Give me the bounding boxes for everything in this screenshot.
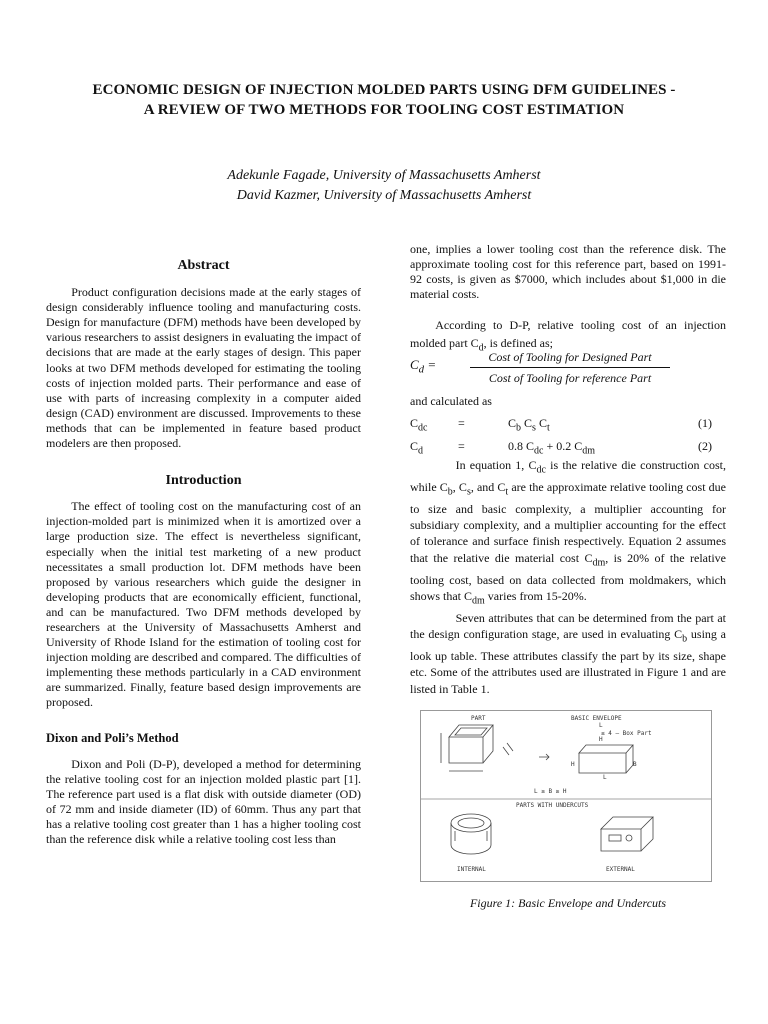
p3-sub-s: s (466, 486, 471, 498)
eq1-ct: C (538, 416, 547, 430)
eq2-c: C (410, 439, 419, 453)
author-list (40, 166, 728, 206)
abstract-heading: Abstract (177, 258, 230, 273)
p3-c: , C (452, 479, 467, 494)
p3-dc: dc (536, 464, 546, 476)
cd-subscript: d (478, 342, 484, 354)
eq2-number: (2) (698, 439, 712, 453)
author-1: Adekunle Fagade, University of Massachusetts Amherst (227, 168, 541, 183)
fig-label-part: PART (471, 715, 486, 722)
fraction-denominator: Cost of Tooling for reference Part (488, 371, 652, 385)
figure-1-caption: Figure 1: Basic Envelope and Undercuts (469, 896, 667, 910)
fraction-numerator: Cost of Tooling for Designed Part (488, 350, 652, 364)
right-column-bottom (410, 457, 726, 697)
introduction-text: The effect of tooling cost on the manufacturing cost of an injection-molded part is minimized when it is amortized over a large production size. The effect is nevertheless significant, especially when the initial test marketing of a new product necessitates a small production lot. DFM methods have been proposed by various researchers which guide the designer in developing products that are economically efficient, functional, and can be manufactured. Two DFM methods developed by researchers at the University of Massachusetts Amherst and University of Rhode Island for the estimation of tooling cost for injection molding are described and compared. The difficulties of implementing these methods particularly in a CAD environment are summarized. Finally, feature based design improvements are proposed. (46, 499, 361, 710)
attributes-paragraph (410, 610, 726, 697)
left-column (46, 258, 361, 847)
eq2-rhs (508, 439, 595, 456)
p3-e: are the approximate relative tooling cost due to size and basic complexity, a multiplier accounting for subsidiary complexity, and a multiplier accounting for the effect of tolerance and surface finish respectively. Equation 2 assumes that the relative die material cost C (410, 479, 726, 565)
p3-sub-b: b (447, 486, 453, 498)
eq1-cb-sub: b (516, 422, 522, 434)
definition-text: According to D-P, relative tooling cost of an injection molded part C (410, 318, 726, 351)
fig-label-h: H (571, 761, 575, 768)
right-column-top (410, 242, 726, 358)
fig-label-order: L ≥ B ≥ H (534, 788, 567, 795)
p3-a: In equation 1, C (455, 458, 537, 472)
title-line-1: ECONOMIC DESIGN OF INJECTION MOLDED PARTS USING DFM GUIDELINES - (92, 82, 676, 98)
calculated-as: and calculated as (410, 394, 492, 408)
eq1-lhs (410, 416, 427, 433)
eq1-c-sub: dc (418, 422, 428, 434)
fig-label-h-top: H (599, 736, 603, 743)
fig-label-external: EXTERNAL (606, 866, 635, 873)
paper-title (40, 80, 728, 120)
p4-b: using a look up table. These attributes classify the part by its size, shape etc. Some of the attributes used are illustrated in Figure 1 and are listed in Table 1. (410, 627, 726, 696)
p3-b: is the relative die construction cost, while C (410, 458, 727, 494)
p3-sub-dm2: dm (472, 595, 485, 607)
cd-lhs: $C_d$ = (410, 357, 437, 376)
dixon-poli-text: Dixon and Poli (D-P), developed a method for determining the relative tooling cost for an injection molded plastic part [1]. The reference part used is a flat disk with outside diameter (OD) of 72 mm and inside diameter (ID) of 60mm. Thus any part that has a relative tooling cost greater than 1 has a higher tooling cost than the reference disk while a relative tooling cost less than (46, 756, 361, 847)
eq2-equals: = (458, 439, 465, 453)
fig-label-ratio: ≤ 4 — Box Part (601, 730, 652, 737)
eq2-c-sub: d (418, 445, 424, 457)
fig-label-b: B (633, 761, 637, 768)
equation-explanation (410, 457, 726, 610)
eq1-ct-sub: t (546, 422, 550, 434)
fig-label-l-top: L (599, 722, 603, 729)
p3-sub-t: t (505, 486, 509, 498)
figure-1-basic-envelope (420, 710, 712, 882)
p4-a: Seven attributes that can be determined from the part at the design configuration stage, are used in evaluating C (410, 610, 726, 642)
reference-cost-paragraph: one, implies a lower tooling cost than the reference disk. The approximate tooling cost for this reference part, based on 1991-92 costs, is given as $7000, which includes about $1,000 in die material costs. (410, 242, 726, 302)
fig-label-internal: INTERNAL (457, 866, 486, 873)
fig-label-envelope: BASIC ENVELOPE (571, 715, 622, 722)
eq1-cs-sub: s (532, 422, 536, 434)
eq1-rhs (508, 416, 550, 433)
fig-label-l: L (603, 774, 607, 781)
cd-symbol: C (410, 357, 419, 372)
eq1-cs: C (524, 416, 533, 430)
author-2: David Kazmer, University of Massachusetts Amherst (236, 188, 532, 203)
eq1-equals: = (458, 416, 465, 430)
eq2-term2: + 0.2 C (546, 439, 583, 453)
p3-sub-dm: dm (592, 557, 606, 569)
eq1-cb: C (508, 416, 517, 430)
eq2-term1-sub: dc (534, 445, 544, 457)
fraction-bar (470, 367, 670, 368)
fig-label-undercuts: PARTS WITH UNDERCUTS (516, 802, 589, 809)
p3-f: , is 20% of the relative tooling cost, based on data collected from moldmakers, which shows that C (410, 550, 726, 604)
introduction-heading: Introduction (165, 473, 242, 489)
eq2-term1: 0.8 C (508, 439, 535, 453)
title-line-2: A REVIEW OF TWO METHODS FOR TOOLING COST ESTIMATION (143, 102, 625, 118)
abstract-text: Product configuration decisions made at the early stages of design considerably influence tooling and manufacturing costs. Design for manufacture (DFM) methods have been developed by various researchers to assist designers in evaluating the impact of decisions that are made at the early stages of design. This paper looks at two DFM methods developed for estimating the tooling costs of injection molded parts. Their performance and ease of use with parts of increasing complexity in a computer aided design (CAD) environment are discussed. Improvements to these methods that can be implemented in feature based product modelers are then proposed. (46, 285, 361, 451)
fig-envelope-box-drawing (579, 745, 633, 773)
eq1-number: (1) (698, 416, 712, 430)
fig-internal-undercut (451, 814, 491, 854)
definition-text-end: , is defined as; (483, 336, 553, 351)
fig-part-box-drawing (441, 725, 549, 771)
fig-external-undercut (601, 817, 653, 851)
dixon-poli-heading: Dixon and Poli’s Method (46, 730, 179, 745)
eq2-term2-sub: dm (582, 445, 596, 457)
p3-g: varies from 15-20%. (484, 589, 587, 604)
eq2-lhs (410, 439, 423, 456)
eq1-c: C (410, 416, 419, 430)
p3-d: , and C (470, 479, 506, 494)
cd-symbol-sub: d (418, 363, 425, 376)
p4-sub-b: b (682, 633, 688, 645)
